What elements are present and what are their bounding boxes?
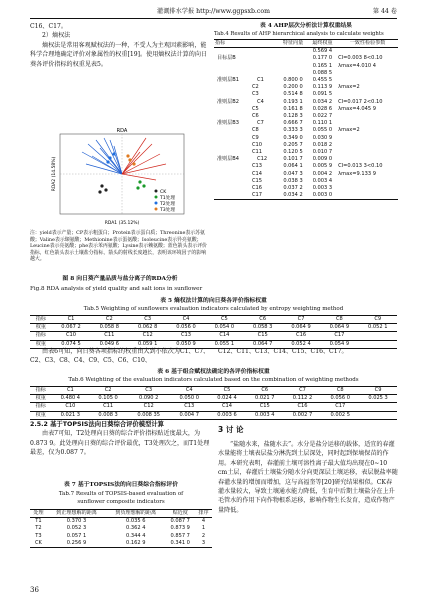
table7-cell: 0.035 6 (126, 518, 146, 525)
rda-x-label: RDA1 (35.12%) (104, 221, 140, 226)
table4-row (214, 135, 398, 142)
table7-cell: 0.256 9 (66, 539, 87, 546)
table6-cell: 权重 (35, 395, 46, 402)
table6-cell: C12 (143, 403, 154, 410)
table4-cell: 0.018 2 (312, 141, 333, 148)
table6-cell: 0.002 7 (292, 411, 313, 418)
table5-cell: 0.058 3 (252, 324, 273, 331)
table5-cell: 0.050 9 (176, 340, 196, 347)
table5-row (30, 316, 397, 324)
weights-order-text: 由表6可知，向日葵各项指标的权重由大到小依次为C1、C7、C2、C3、C8、C4、C9、C5、C6、C10、 (30, 348, 210, 365)
table5 (30, 315, 397, 349)
table5-cell: C6 (259, 316, 267, 322)
table5-cell: 权重 (35, 324, 46, 331)
rda-sample-point (108, 156, 111, 159)
table6-cell (359, 411, 397, 419)
table4-header-3: 一致性检验参数 (349, 40, 386, 46)
table4-cell: 0.003 0 (312, 192, 333, 199)
table4-row (214, 113, 398, 120)
rda-sample-point (142, 184, 145, 187)
discussion-paragraph: “盐随水来，盐随水去”。水分是盐分运移的载体，适宜的春灌水量能将土壤表层盐分淋洗到土层深处，同时起到保墒保苗的作用。本研究表明，春灌前土壤可溶性离子最大值均出现在0~10 cm土层，春灌后土壤盐分随水分向更深层土壤运移，表层脱盐率随春灌水量的增加而增加，这与高福奎等[20]研究结果相似。CK春灌水量较大，导致土壤通水能力降低，生育中后期土壤盐分在上升毛管水的作用下向作物根系运移，影响作物生长发育，造成作物产量降低。 (218, 441, 398, 514)
table4-cell: 0.193 1 (283, 98, 303, 105)
table5-row (30, 324, 397, 332)
table5-cell: 0.064 9 (291, 324, 311, 331)
table4-cell: CI=0.017 2<0.10 (338, 98, 383, 105)
table4-cell: C6 (252, 113, 259, 120)
rda-sample-point (126, 154, 129, 157)
table5-cell: 0.074 5 (61, 340, 81, 347)
table5-cell: 0.062 8 (137, 324, 158, 331)
table4-cell: C3 (252, 91, 259, 98)
figure8-note: 注：yield表示产量；CP表示粗蛋白；Protein表示蛋白质；Threonine表示苏氨酸；Valine表示缬氨酸；Methionine表示蛋氨酸；Isoleucine表示异亮氨酸；Leucine表示亮氨酸；phe表示苯丙氨酸；Lysine表示赖氨酸；蓝色箭头表示评价指标，红色箭头表示土壤盐分指标，箭头的射线长度越长，表明该环境因子的影响越大。 (30, 230, 207, 262)
table7-header-0: 处理 (33, 510, 44, 516)
table7-header-row (30, 510, 212, 518)
table4-cell: 0.003 3 (312, 185, 333, 192)
table4-cell (337, 156, 398, 163)
rda-biplot (50, 128, 190, 226)
table5-cell: C9 (374, 316, 382, 322)
table4-row (214, 120, 398, 127)
table5-cell (359, 332, 397, 340)
table6-cell: 0.024 4 (217, 395, 237, 402)
table6-cell: 0.112 2 (292, 395, 313, 402)
table4-row (214, 63, 398, 70)
table4-row (214, 55, 398, 62)
table4-row-id: C7 (257, 120, 264, 127)
entropy-heading: 2）熵权法 (42, 32, 71, 40)
table7-header-2: 到负理想解的距离 (115, 510, 157, 516)
table5-cell: C14 (219, 332, 230, 339)
table4-cell: C11 (252, 149, 263, 156)
table4-group-text: 准则层B1 (217, 77, 240, 84)
table4-cell (337, 178, 398, 185)
table7-cell: CK (34, 539, 42, 546)
table4-cell: 0.034 2 (283, 192, 303, 199)
table6-cell: 0.050 0 (179, 395, 199, 402)
table7-row (30, 518, 212, 526)
table5-cell: 0.052 4 (291, 340, 311, 347)
table5-cell: 0.055 1 (214, 340, 235, 347)
table4-row (214, 70, 398, 77)
legend-t1-marker (155, 196, 158, 199)
rda-sample-point (106, 160, 109, 163)
table5-cell: C2 (105, 316, 113, 322)
table4-cell (337, 135, 398, 142)
rda-sample-point (98, 190, 101, 193)
table6-cell: 0.021 3 (60, 411, 81, 418)
legend-t1: T1处理 (160, 196, 175, 201)
table6-row (30, 395, 397, 403)
table4-cell (337, 149, 398, 156)
table5-cell: C1 (67, 316, 75, 322)
rda-sample-point (132, 162, 135, 165)
table6-cell: C4 (185, 387, 193, 393)
table5-cell: 0.052 1 (368, 324, 388, 331)
table6 (30, 386, 397, 420)
table6-cell: C10 (65, 403, 76, 410)
table6-cell: 0.105 0 (98, 395, 118, 402)
rda-sample-point (112, 152, 115, 155)
table6-cell: 0.002 5 (330, 411, 350, 418)
table7-cell: T3 (35, 532, 42, 539)
discussion-section (218, 423, 398, 515)
table4-cell: 0.004 2 (312, 170, 333, 177)
table7 (30, 509, 212, 548)
table6-cell: 0.003 6 (217, 411, 237, 418)
table5-cell: C11 (104, 332, 115, 339)
table6-cell: C9 (374, 387, 382, 393)
table4-cell: 目标层B (217, 55, 236, 62)
table7-row (30, 525, 212, 532)
table4-cell (214, 63, 278, 70)
table4-cell: C10 (252, 141, 263, 148)
table4-row (214, 84, 398, 91)
table4-row (214, 178, 398, 185)
table5-cell: C5 (220, 316, 228, 322)
figure8-caption-cn: 图 8 向日葵产量品质与盐分离子的RDA分析 (62, 276, 178, 282)
table6-cell: 指标 (35, 403, 46, 410)
table4-group-text: 准则层B3 (217, 120, 240, 127)
volume-label: 第 44 卷 (372, 8, 397, 15)
table6-cell: 0.008 35 (137, 411, 161, 418)
table6-cell: 0.021 7 (255, 395, 275, 402)
table4-row (214, 77, 398, 84)
table4-cell (278, 63, 307, 70)
rda-title: RDA (116, 128, 128, 134)
table4-row (214, 149, 398, 156)
table7-cell: T2 (35, 525, 42, 532)
table4-cell: 0.569 4 (312, 48, 333, 55)
table5-cell: 0.056 0 (176, 324, 196, 331)
table6-cell: 0.056 0 (330, 395, 350, 402)
table4-cell: CI=0.013 3<0.10 (338, 163, 383, 170)
table6-cell (359, 403, 397, 411)
table4-cell: 0.091 5 (312, 91, 333, 98)
rda-sample-point (138, 180, 141, 183)
table5-cell: C7 (297, 316, 305, 322)
table4-row (214, 171, 398, 178)
legend-t3: T3处理 (160, 208, 175, 213)
table4-row-id: C1 (257, 77, 264, 84)
table6-cell: C5 (223, 387, 231, 393)
table4-row (214, 142, 398, 149)
figure8-caption-en: Fig.8 RDA analysis of yield quality and salt ions in sunflower (30, 286, 203, 292)
table6-cell: 0.480 4 (60, 395, 81, 402)
table5-cell: 0.049 6 (99, 340, 120, 347)
table4-cell: C16 (252, 185, 263, 192)
journal-name: 灌溉排水学报 http://www.ggpsxb.com (157, 8, 270, 15)
table4-cell: CI=0.003 8<0.10 (338, 55, 383, 62)
section-2-5-2-paragraph: 由表7可知，T2处理向日葵的综合评价指标贴近度最大，为0.873 9。此处理向日葵的综合评价最优，T3处理次之，而T1处理最差，仅为0.087 7。 (30, 430, 210, 457)
table5-cell: C12 (142, 332, 153, 339)
table6-cell: 0.003 4 (255, 411, 275, 418)
table7-cell: 3 (201, 539, 206, 546)
table5-cell: C10 (65, 332, 76, 339)
table6-row (30, 403, 397, 411)
table4-cell: 0.514 8 (283, 91, 303, 98)
table4-cell: 0.110 1 (312, 120, 333, 127)
legend-t2: T2处理 (160, 202, 175, 207)
table4-title-cn: 表 4 AHP层次分析法计算权重结果 (260, 23, 352, 29)
table5-cell: C8 (335, 316, 343, 322)
table7-cell: 0.857 7 (170, 532, 190, 539)
table5-cell: 0.059 1 (137, 340, 158, 347)
table4-cell: 0.200 0 (283, 84, 303, 91)
table4-cell: 0.088 5 (312, 69, 333, 76)
table4-cell: C13 (252, 163, 263, 170)
table4-cell (278, 70, 307, 77)
table4-group-label (214, 77, 278, 84)
table4-cell: λmax=2 (338, 84, 360, 91)
legend-t2-marker (155, 202, 158, 205)
table4-group-label (214, 120, 278, 127)
rda-y-label: RDA2 (14.58%) (52, 156, 57, 192)
table4-cell: 0.120 5 (283, 149, 303, 156)
table4-row (214, 48, 398, 56)
table4-cell: 0.028 6 (312, 105, 333, 112)
table4-cell: 0.666 7 (283, 120, 303, 127)
table5-title-en: Tab.5 Weighting of sunflowers evaluation indicators calculated by entropy weighting method (83, 306, 344, 312)
table7-title-cn: 表 7 基于TOPSIS法的向日葵综合指标评价 (63, 482, 179, 488)
table4-cell: 0.037 2 (283, 185, 303, 192)
table6-cell: C17 (335, 403, 346, 410)
table4-row (214, 99, 398, 106)
table5-cell: 0.054 9 (329, 340, 350, 347)
table7-cell: T1 (35, 518, 42, 525)
table6-row (30, 387, 397, 395)
table4-cell: λmax=9.133 9 (338, 170, 376, 177)
table4-cell: 0.047 3 (283, 170, 303, 177)
table4-cell: 0.064 1 (283, 163, 303, 170)
table4-group-label (214, 99, 278, 106)
table6-cell: 0.008 3 (98, 411, 118, 418)
table4-title-en: Tab.4 Results of AHP hierarchical analysis to calculate weights (214, 31, 384, 37)
table4-cell: C2 (252, 84, 259, 91)
table4-row (214, 163, 398, 170)
table4-cell: λmax=4.010 4 (338, 62, 376, 69)
table5-cell: 0.064 9 (329, 324, 350, 331)
table4-cell (337, 48, 398, 56)
table7-title-en-1: Tab.7 Results of TOPSIS-based evaluation of (58, 491, 184, 497)
weights-order-continued (218, 347, 400, 356)
table6-cell: C3 (145, 387, 153, 393)
table4-cell: 0.009 0 (312, 156, 333, 163)
table4-cell: 0.455 5 (312, 77, 333, 84)
section-2-5-2-heading: 2.5.2 基于TOPSIS法向日葵综合评价模型计算 (30, 421, 164, 428)
table7-header-1: 到正理想解的距离 (56, 510, 97, 516)
table5-cell: C13 (180, 332, 192, 339)
table4-cell: 0.128 3 (283, 113, 303, 120)
table6-cell: C2 (104, 387, 112, 393)
table4-cell: C17 (252, 192, 263, 199)
table4 (214, 39, 398, 200)
table7-cell: 4 (201, 518, 206, 525)
table4-row (214, 106, 398, 113)
table5-cell: C3 (144, 316, 152, 322)
table5-cell: 0.058 8 (99, 324, 120, 331)
table7-header-3: 贴近度 (172, 510, 188, 516)
left-intro (30, 22, 210, 69)
table7-title-en-2: sunflower composite indicators (77, 499, 165, 505)
table4-cell: 0.003 4 (312, 177, 333, 184)
table7-cell: 1 (201, 525, 206, 532)
table4-cell: 0.205 7 (283, 141, 303, 148)
table4-cell (337, 91, 398, 98)
table7-row (30, 533, 212, 540)
table6-title-en: Tab.6 Weighting of the evaluation indicators calculated based on the combination of weighting methods (68, 377, 359, 383)
table4-cell (337, 113, 398, 120)
intro-line: C16、C17。 (30, 23, 68, 30)
table6-cell: 0.004 7 (179, 411, 199, 418)
table4-cell (337, 192, 398, 200)
table4-cell (278, 48, 307, 56)
table4-header-2: 最终权重 (312, 40, 333, 46)
table6-cell: 0.090 2 (138, 395, 159, 402)
table5-cell: C16 (296, 332, 307, 339)
table5-cell: C15 (257, 332, 268, 339)
table4-cell: C14 (252, 170, 263, 177)
table4-cell: 0.101 7 (283, 156, 303, 163)
table6-cell: C1 (66, 387, 74, 393)
section-2-5-2 (30, 420, 212, 458)
table5-title-cn: 表 5 熵权法计算的向日葵各评价指标权重 (160, 298, 267, 304)
table7-cell: 0.370 3 (66, 518, 87, 525)
table4-row (214, 192, 398, 200)
table6-cell: C13 (184, 403, 195, 410)
table5-cell: 0.054 0 (214, 324, 235, 331)
table6-cell: C11 (103, 403, 114, 410)
table7-row (30, 540, 212, 548)
table4-cell: 0.333 3 (283, 127, 303, 134)
table4-cell (337, 70, 398, 77)
table7-cell: 0.162 9 (126, 539, 146, 546)
rda-sample-point (100, 184, 103, 187)
table4-cell: 0.113 9 (312, 84, 333, 91)
table4-cell: C5 (252, 105, 259, 112)
table4-cell (337, 142, 398, 149)
table5-cell: 权重 (35, 340, 46, 347)
table4-cell: 0.055 0 (312, 127, 333, 134)
table4-row (214, 185, 398, 192)
table6-cell: C8 (336, 387, 344, 393)
rda-sample-point (104, 188, 107, 191)
header-rule (30, 18, 397, 19)
table4-header-0: 指标 (215, 40, 226, 46)
table4-cell: 0.005 9 (312, 163, 333, 170)
table7-cell: 0.362 4 (126, 525, 146, 532)
legend-t3-marker (155, 208, 158, 211)
table5-cell: 0.064 7 (252, 340, 273, 347)
table6-cell: C14 (222, 403, 233, 410)
discussion-heading: 3 讨 论 (218, 425, 244, 434)
table4-group-label (214, 156, 278, 163)
table4-cell: 0.034 2 (312, 98, 333, 105)
table6-cell: C7 (299, 387, 306, 393)
table6-cell: C16 (297, 403, 308, 410)
table7-cell: 0.057 1 (66, 532, 87, 539)
legend-ck: CK (160, 190, 167, 195)
table5-cell: 指标 (35, 316, 46, 322)
table4-row (214, 91, 398, 98)
table6-title-cn: 表 6 基于组合赋权法确定的各评价指标权重 (157, 369, 270, 375)
table7-cell: 0.873 9 (170, 525, 190, 532)
table4-cell: 0.349 0 (283, 134, 303, 141)
table7-cell: 0.087 7 (170, 518, 190, 525)
table4-cell: 0.010 7 (312, 149, 333, 156)
table6-cell: C6 (261, 387, 269, 393)
table4-cell: 0.177 0 (312, 55, 333, 62)
table4-cell: 0.022 7 (312, 113, 333, 120)
weights-order-paragraph (30, 347, 212, 366)
table5-cell: C17 (334, 332, 345, 339)
table6-cell: 权重 (35, 411, 46, 418)
page-number: 36 (30, 586, 39, 594)
table4-cell: λmax=2 (338, 127, 360, 134)
table6-cell: 指标 (35, 387, 46, 393)
table4-cell: 0.161 8 (283, 105, 303, 112)
table4-cell (214, 70, 278, 77)
table5-cell: 0.067 2 (61, 324, 81, 331)
rda-sample-point (128, 158, 131, 161)
table4-cell: 0.800 0 (283, 77, 303, 84)
weights-order-text-continued: C12、C11、C13、C14、C15、C16、C17。 (218, 348, 348, 355)
table4-row-id: C12 (257, 156, 268, 163)
entropy-paragraph: 熵权法是常用客观赋权法的一种，不受人为主观因素影响，能科学合理地确定评价对象属性的权重[19]。使用熵权法计算的向日葵各评价指标的权重见表5。 (30, 41, 208, 68)
table6-row (30, 411, 397, 419)
table4-cell: C8 (252, 127, 259, 134)
table4-row (214, 156, 398, 163)
rda-sample-point (136, 186, 139, 189)
table4-header-1: 特征向量 (282, 40, 304, 46)
table4-cell (337, 77, 398, 84)
table4-cell: C9 (252, 134, 259, 141)
table4-cell (278, 55, 307, 62)
table4-cell (337, 185, 398, 192)
table6-cell: C15 (259, 403, 270, 410)
legend-ck-marker (155, 190, 158, 193)
table6-cell: 0.025 3 (368, 395, 388, 402)
table4-group-text: 准则层B2 (217, 98, 240, 105)
table5-cell: 指标 (35, 332, 46, 339)
table7-cell: 0.052 3 (66, 525, 87, 532)
running-header (30, 6, 397, 18)
table4-cell: C15 (252, 177, 263, 184)
table7-cell: 0.341 0 (170, 539, 190, 546)
table7-cell: 0.344 4 (126, 532, 146, 539)
table7-header-4: 排序 (198, 510, 209, 516)
table4-cell (337, 120, 398, 127)
table4-cell: 0.038 3 (283, 177, 303, 184)
table4-row (214, 127, 398, 134)
table4-cell: 0.165 1 (312, 62, 333, 69)
table4-group-text: 准则层B4 (217, 156, 240, 163)
table7-cell: 2 (201, 532, 206, 539)
table4-cell: 0.030 9 (312, 134, 333, 141)
table4-cell: λmax=4.045 9 (338, 105, 376, 112)
table5-cell: C4 (182, 316, 190, 322)
table5-row (30, 332, 397, 340)
table4-row-id: C4 (257, 98, 264, 105)
